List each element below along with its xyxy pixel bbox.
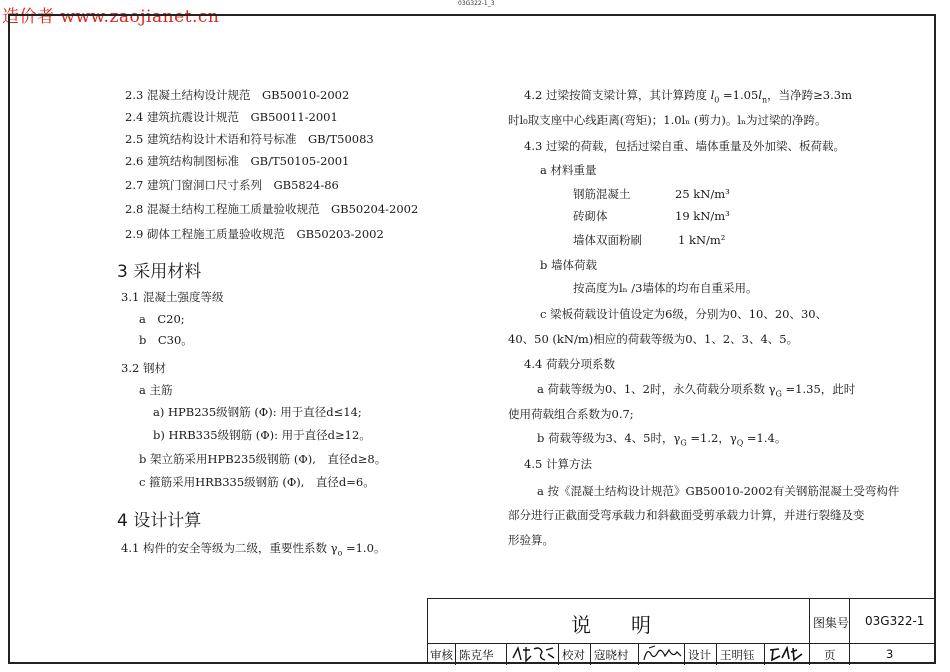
checker-name: 寇晓村 [594,648,629,662]
subscript: o [337,548,343,558]
list-item: a C20; [139,312,185,326]
divider [684,643,685,665]
document-code-top: 03G322-1_3 [458,0,495,7]
subscript: G [680,438,687,448]
subsection-heading: 4.4 荷载分项系数 [524,357,615,371]
text: =1.05 [719,88,759,102]
designer-name: 王明钰 [720,648,755,662]
list-item: a) HPB235级钢筋 (Φ): 用于直径d≤14; [153,405,362,419]
watermark: 造价者 www.zaojianet.cn [2,7,220,27]
title-block [427,598,935,664]
section-heading: 3 采用材料 [117,262,202,282]
divider [764,643,765,665]
divider [638,643,639,665]
text: =1.0。 [342,541,386,555]
paragraph: 4.3 过梁的荷载，包括过梁自重、墙体重量及外加梁、板荷载。 [524,139,845,153]
paragraph: 按高度为lₙ /3墙体的均布自重采用。 [573,281,758,295]
design-label: 设计 [688,648,711,662]
atlas-number-label: 图集号 [813,616,850,630]
text: 4.1 构件的安全等级为二级，重要性系数 γ [121,541,338,555]
page-label: 页 [824,648,836,662]
review-label: 审核 [430,648,453,662]
divider [849,599,850,665]
material-value: 19 kN/m³ [675,209,730,223]
material-value: 25 kN/m³ [675,187,730,201]
material-name: 墙体双面粉刷 [573,233,642,247]
divider [590,643,591,665]
standard-item: 2.6 建筑结构制图标准 GB/T50105-2001 [125,154,350,168]
paragraph: 时l₀取支座中心线距离(弯矩)；1.0lₙ (剪力)。lₙ为过梁的净跨。 [508,113,827,127]
paragraph [537,382,855,401]
text: b 荷载等级为3、4、5时，γ [537,431,681,445]
checker-signature [641,644,683,664]
subsection-heading: 3.1 混凝土强度等级 [121,290,224,304]
paragraph: 使用荷载组合系数为0.7; [508,407,634,421]
paragraph: 40、50 (kN/m)相应的荷载等级为0、1、2、3、4、5。 [508,332,799,346]
reviewer-signature [510,644,556,664]
symbol: l [758,88,762,102]
text: ，当净跨≥3.3m [767,88,852,102]
designer-signature [767,644,807,664]
check-label: 校对 [562,648,585,662]
standard-item: 2.5 建筑结构设计术语和符号标准 GB/T50083 [125,132,374,146]
list-item: b C30。 [139,333,193,347]
text: =1.4。 [743,431,787,445]
standard-item: 2.3 混凝土结构设计规范 GB50010-2002 [125,88,350,102]
paragraph [524,88,852,107]
list-item: c 箍筋采用HRB335级钢筋 (Φ), 直径d=6。 [139,475,375,489]
paragraph [121,541,385,560]
paragraph: 形验算。 [508,533,554,547]
text: a 荷载等级为0、1、2时，永久荷载分项系数 γ [537,382,776,396]
list-item: a 主筋 [139,383,173,397]
standard-item: 2.8 混凝土结构工程施工质量验收规范 GB50204-2002 [125,202,419,216]
subscript: G [775,389,782,399]
subscript: n [761,95,768,105]
material-name: 砖砌体 [573,209,608,223]
standard-item: 2.9 砌体工程施工质量验收规范 GB50203-2002 [125,227,384,241]
subscript: 0 [714,95,720,105]
page-number: 3 [886,647,894,661]
text: =1.2，γ [686,431,737,445]
list-item: b 墙体荷载 [540,258,598,272]
list-item: b) HRB335级钢筋 (Φ): 用于直径d≥12。 [153,428,371,442]
drawing-title: 说 明 [571,613,651,637]
divider [455,643,456,665]
paragraph: c 梁板荷载设计值设定为6级，分别为0、10、20、30、 [540,307,828,321]
material-value: 1 kN/m² [678,233,726,247]
standard-item: 2.4 建筑抗震设计规范 GB50011-2001 [125,110,338,124]
text: =1.35，此时 [781,382,856,396]
subsection-heading: 4.5 计算方法 [524,457,592,471]
divider [716,643,717,665]
paragraph [537,431,786,450]
subsection-heading: 3.2 钢材 [121,361,166,375]
list-item: a 材料重量 [540,163,597,177]
divider [506,643,507,665]
reviewer-name: 陈克华 [459,648,494,662]
atlas-number: 03G322-1 [865,614,925,628]
material-name: 钢筋混凝土 [573,187,631,201]
paragraph: a 按《混凝土结构设计规范》GB50010-2002有关钢筋混凝土受弯构件 [537,484,900,498]
text: 4.2 过梁按简支梁计算，其计算跨度 [524,88,711,102]
divider [558,643,559,665]
list-item: b 架立筋采用HPB235级钢筋 (Φ), 直径d≥8。 [139,452,387,466]
section-heading: 4 设计计算 [117,511,202,531]
divider [809,599,810,665]
standard-item: 2.7 建筑门窗洞口尺寸系列 GB5824-86 [125,178,339,192]
symbol: l [710,88,715,102]
subscript: Q [736,438,744,448]
paragraph: 部分进行正截面受弯承载力和斜截面受剪承载力计算，并进行裂缝及变 [508,508,865,522]
